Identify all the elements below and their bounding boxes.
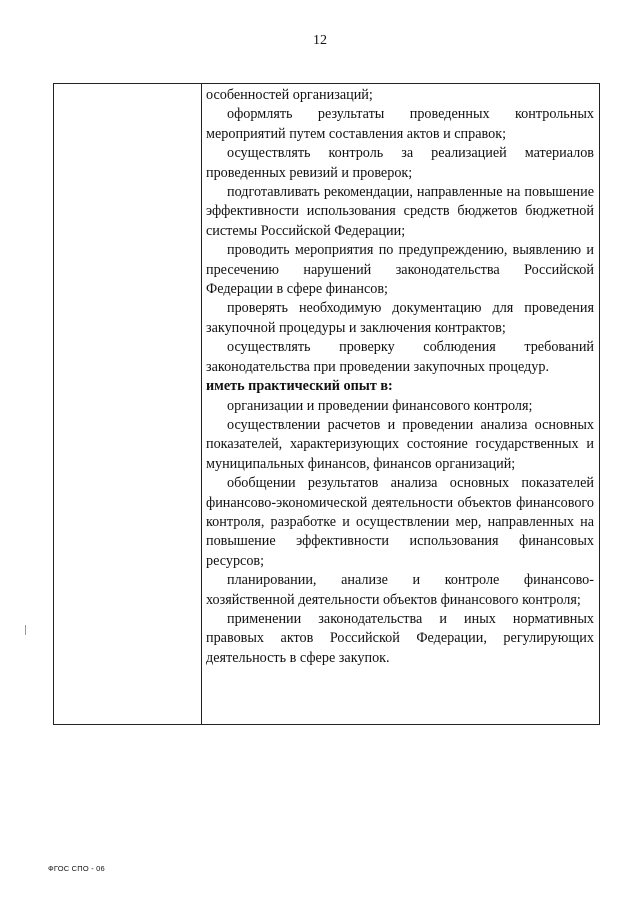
- text-paragraph: оформлять результаты проведенных контрольных мероприятий путем составления актов и справок;: [206, 106, 594, 142]
- text-paragraph: организации и проведении финансового контроля;: [227, 397, 533, 414]
- text-paragraph: осуществлять проверку соблюдения требований законодательства при проведении закупочных процедур.: [206, 339, 594, 375]
- text-paragraph: проверять необходимую документацию для проведения закупочной процедуры и заключения контрактов;: [206, 300, 594, 336]
- text-paragraph: проводить мероприятия по предупреждению, выявлению и пресечению нарушений законодательства Российской Федерации в сфере финансов;: [206, 242, 594, 298]
- text-paragraph: осуществлять контроль за реализацией материалов проведенных ревизий и проверок;: [206, 145, 594, 181]
- text-paragraph: подготавливать рекомендации, направленные на повышение эффективности использования средств бюджетов бюджетной системы Российской Федерации;: [206, 184, 594, 239]
- margin-mark: [25, 625, 26, 635]
- text-paragraph: особенностей организаций;: [206, 87, 373, 103]
- text-paragraph: планировании, анализе и контроле финансово-хозяйственной деятельности объектов финансового контроля;: [206, 572, 594, 608]
- table-left-cell: [54, 84, 202, 724]
- section-heading: иметь практический опыт в:: [206, 378, 393, 395]
- table-right-cell: [206, 84, 594, 724]
- text-paragraph: обобщении результатов анализа основных показателей финансово-экономической деятельности объектов финансового контроля, разработке и осуществлении мер, направленных на повышение эффективности использования финансовых ресурсов;: [206, 475, 594, 569]
- footer-label: ФГОС СПО - 06: [48, 864, 105, 873]
- page-number: 12: [313, 33, 327, 48]
- content-table: [53, 83, 600, 725]
- text-paragraph: применении законодательства и иных нормативных правовых актов Российской Федерации, регулирующих деятельность в сфере закупок.: [206, 610, 594, 666]
- text-paragraph: осуществлении расчетов и проведении анализа основных показателей, характеризующих состояние государственных и муниципальных финансов, финансов организаций;: [206, 416, 594, 472]
